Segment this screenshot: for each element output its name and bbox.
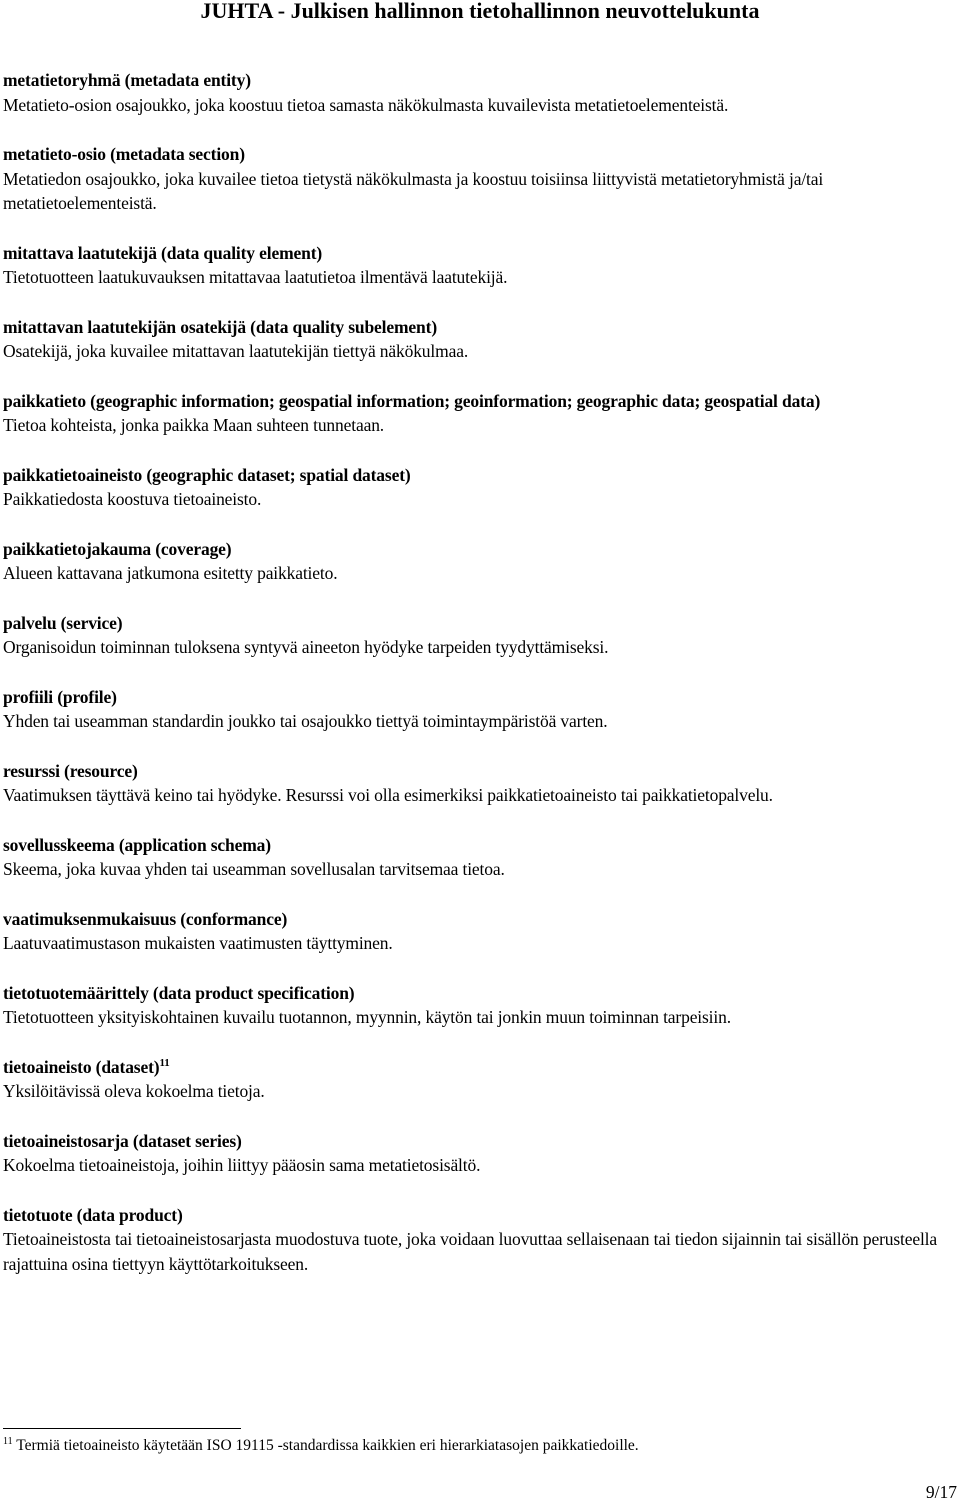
footnote xyxy=(3,1436,948,1456)
glossary-definition: Tietoaineistosta tai tietoaineistosarjasta muodostuva tuote, joka voidaan luovuttaa sellaisenaan tai tiedon sijainnin tai sisällön perusteella rajattuina osina tiettyyn käyttötarkoitukseen. xyxy=(3,1229,938,1274)
glossary-entry xyxy=(3,1129,948,1178)
glossary-term: paikkatieto (geographic information; geospatial information; geoinformation; geographic data; geospatial data) xyxy=(3,390,821,411)
glossary-entry xyxy=(3,907,948,956)
glossary-definition: Tietotuotteen laatukuvauksen mitattavaa laatutietoa ilmentävä laatutekijä. xyxy=(3,267,508,287)
glossary-entry xyxy=(3,611,948,660)
glossary-entry xyxy=(3,463,948,512)
glossary-term: palvelu (service) xyxy=(3,612,123,633)
glossary-definition: Paikkatiedosta koostuva tietoaineisto. xyxy=(3,489,262,509)
glossary-entry xyxy=(3,1203,948,1277)
glossary-term: mitattava laatutekijä (data quality element) xyxy=(3,242,323,263)
footnote-number: 11 xyxy=(3,1435,13,1447)
glossary-definition: Yhden tai useamman standardin joukko tai osajoukko tiettyä toimintaympäristöä varten. xyxy=(3,711,608,731)
footnote-separator xyxy=(3,1428,241,1429)
glossary-definition: Vaatimuksen täyttävä keino tai hyödyke. Resurssi voi olla esimerkiksi paikkatietoaineisto tai paikkatietopalvelu. xyxy=(3,785,773,805)
glossary-entry xyxy=(3,1055,948,1104)
glossary-list xyxy=(3,68,948,1301)
glossary-definition: Kokoelma tietoaineistoja, joihin liittyy pääosin sama metatietosisältö. xyxy=(3,1155,481,1175)
glossary-term xyxy=(3,1055,948,1080)
glossary-entry xyxy=(3,68,948,117)
page-header xyxy=(0,0,960,22)
glossary-term: profiili (profile) xyxy=(3,686,117,707)
glossary-entry xyxy=(3,833,948,882)
footnote-reference[interactable]: 11 xyxy=(159,1056,170,1069)
glossary-term: vaatimuksenmukaisuus (conformance) xyxy=(3,908,288,929)
glossary-term: metatieto-osio (metadata section) xyxy=(3,144,245,164)
glossary-definition: Organisoidun toiminnan tuloksena syntyvä aineeton hyödyke tarpeiden tyydyttämiseksi. xyxy=(3,637,609,657)
glossary-term: tietotuote (data product) xyxy=(3,1204,183,1225)
glossary-definition: Tietoa kohteista, jonka paikka Maan suhteen tunnetaan. xyxy=(3,415,385,435)
glossary-entry xyxy=(3,759,948,808)
glossary-definition: Alueen kattavana jatkumona esitetty paikkatieto. xyxy=(3,563,338,583)
glossary-definition: Osatekijä, joka kuvailee mitattavan laatutekijän tiettyä näkökulmaa. xyxy=(3,341,469,361)
glossary-entry xyxy=(3,981,948,1030)
glossary-entry xyxy=(3,537,948,586)
glossary-entry xyxy=(3,241,948,290)
glossary-term: sovellusskeema (application schema) xyxy=(3,834,271,855)
page-header-title: JUHTA - Julkisen hallinnon tietohallinnon neuvottelukunta xyxy=(200,0,760,23)
glossary-entry xyxy=(3,685,948,734)
glossary-term: tietoaineistosarja (dataset series) xyxy=(3,1130,242,1151)
glossary-definition: Skeema, joka kuvaa yhden tai useamman sovellusalan tarvitsemaa tietoa. xyxy=(3,859,505,879)
glossary-definition: Laatuvaatimustason mukaisten vaatimusten täyttyminen. xyxy=(3,933,393,953)
glossary-term: paikkatietojakauma (coverage) xyxy=(3,538,232,559)
glossary-definition: Metatiedon osajoukko, joka kuvailee tietoa tietystä näkökulmasta ja koostuu toisiinsa liittyvistä metatietoryhmistä ja/tai metatietoelementeistä. xyxy=(3,168,824,213)
glossary-definition: Yksilöitävissä oleva kokoelma tietoja. xyxy=(3,1081,265,1101)
glossary-term: mitattavan laatutekijän osatekijä (data quality subelement) xyxy=(3,316,437,337)
glossary-term-text: tietoaineisto (dataset) xyxy=(3,1056,160,1077)
glossary-entry xyxy=(3,389,948,438)
glossary-definition: Metatieto-osion osajoukko, joka koostuu tietoa samasta näkökulmasta kuvailevista metatietoelementeistä. xyxy=(3,94,729,115)
glossary-definition: Tietotuotteen yksityiskohtainen kuvailu tuotannon, myynnin, käytön tai jonkin muun toiminnan tarpeisiin. xyxy=(3,1007,731,1027)
page-number: 9/17 xyxy=(925,1482,957,1502)
glossary-entry xyxy=(3,315,948,364)
glossary-entry xyxy=(3,142,948,216)
footnote-text: Termiä tietoaineisto käytetään ISO 19115 -standardissa kaikkien eri hierarkiatasojen paikkatiedoille. xyxy=(16,1437,639,1454)
glossary-term: metatietoryhmä (metadata entity) xyxy=(3,70,251,90)
glossary-term: paikkatietoaineisto (geographic dataset; spatial dataset) xyxy=(3,464,411,485)
glossary-term: tietotuotemäärittely (data product specification) xyxy=(3,982,355,1003)
glossary-term: resurssi (resource) xyxy=(3,760,138,781)
